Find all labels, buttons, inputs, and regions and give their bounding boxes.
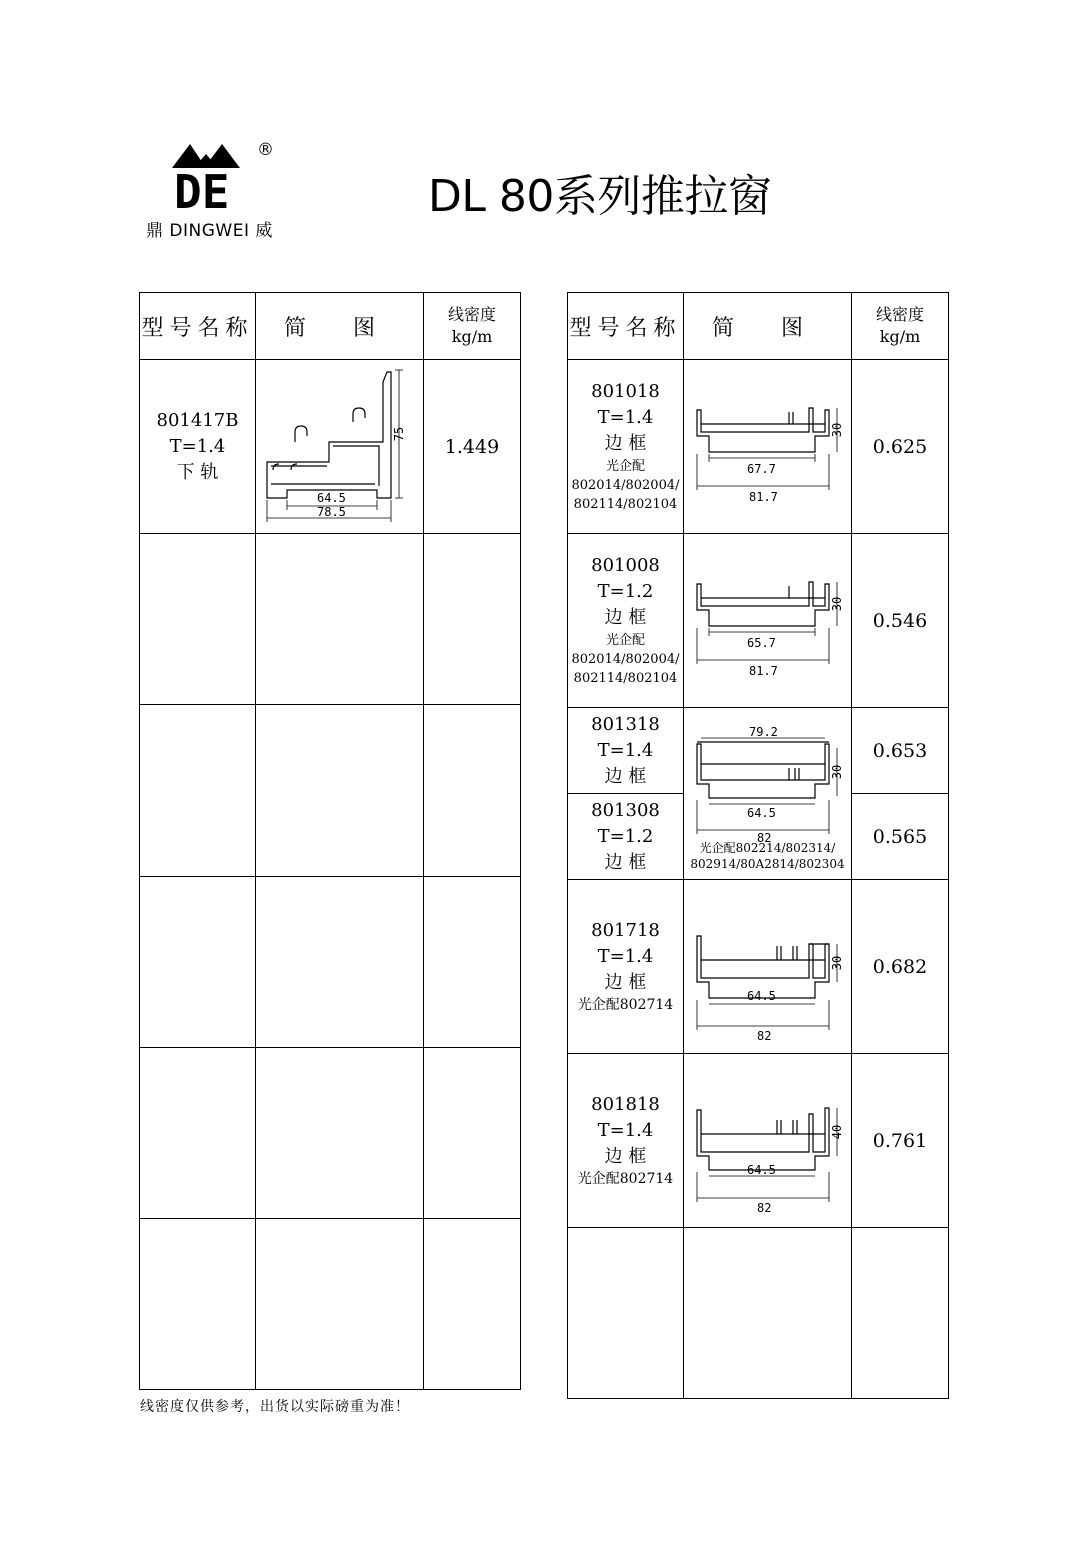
table-header-row [140, 293, 521, 360]
empty-row [140, 705, 521, 877]
dim-outer-width: 78.5 [316, 505, 346, 519]
header-density-unit: kg/m [879, 327, 921, 346]
thickness: T=1.2 [597, 581, 654, 602]
dim-inner-width: 64.5 [746, 1163, 776, 1177]
side-frame-profile-drawing [685, 880, 851, 1049]
header-density [424, 293, 521, 360]
model-number: 801417B [156, 409, 239, 431]
profile-drawing-cell [684, 708, 852, 880]
density-value: 0.565 [852, 794, 949, 880]
brand-name: 鼎 DINGWEI 威 [146, 221, 273, 241]
fit-list-2: 802114/802104 [573, 671, 678, 686]
empty-row [140, 877, 521, 1048]
header-density-label: 线密度 [875, 305, 924, 324]
model-number: 801718 [591, 920, 660, 941]
model-number: 801308 [591, 799, 660, 821]
header-model-name: 型号名称 [140, 293, 256, 360]
part-name: 边 框 [604, 433, 647, 454]
thickness: T=1.4 [597, 946, 654, 967]
dim-inner-width: 64.5 [746, 806, 776, 820]
header-model-name: 型号名称 [568, 293, 684, 360]
model-cell [140, 360, 256, 534]
thickness: T=1.4 [597, 407, 654, 428]
dingwei-logo-mark [170, 140, 252, 219]
profile-drawing-cell [684, 534, 852, 708]
part-name: 边 框 [604, 1146, 647, 1167]
dim-outer-width: 82 [756, 1201, 771, 1215]
page-title: DL 80系列推拉窗 [428, 171, 772, 222]
profile-drawing-cell [256, 360, 424, 534]
dim-height: 30 [829, 596, 844, 612]
dim-outer-width: 81.7 [748, 490, 778, 504]
thickness: T=1.4 [597, 1120, 654, 1141]
table-row [568, 534, 949, 708]
empty-row [140, 534, 521, 705]
dim-inner-width: 64.5 [746, 989, 776, 1003]
fit-list-1: 802014/802004/ [571, 652, 680, 667]
model-cell [568, 534, 684, 708]
side-frame-profile-drawing [685, 1054, 851, 1223]
model-cell [568, 1054, 684, 1228]
density-value: 0.682 [852, 880, 949, 1054]
dim-inner-width: 65.7 [746, 636, 776, 650]
table-row [568, 708, 949, 794]
side-frame-profile-drawing [685, 534, 851, 703]
profile-drawing-cell [684, 360, 852, 534]
dim-outer-width: 81.7 [748, 664, 778, 678]
profile-drawing-cell [684, 1054, 852, 1228]
table-row [568, 1054, 949, 1228]
density-value: 0.653 [852, 708, 949, 794]
dim-height: 30 [829, 764, 844, 780]
model-number: 801818 [591, 1094, 660, 1115]
model-number: 801018 [591, 381, 660, 402]
dim-height: 30 [829, 422, 844, 438]
part-name: 边 框 [604, 972, 647, 993]
side-frame-profile-drawing [685, 360, 851, 529]
part-name: 边 框 [604, 607, 647, 628]
density-value: 0.546 [852, 534, 949, 708]
registered-mark: ® [257, 140, 274, 160]
fit-list-2: 802114/802104 [573, 497, 678, 512]
side-frame-profile-drawing [685, 708, 851, 845]
dim-outer-width: 82 [756, 831, 771, 845]
fit-list-1: 光企配802214/802314/ [699, 841, 836, 855]
fit-info: 光企配802714 [577, 1171, 674, 1187]
model-cell [568, 794, 684, 880]
header-density [852, 293, 949, 360]
model-cell [568, 360, 684, 534]
density-value: 0.761 [852, 1054, 949, 1228]
table-row [568, 880, 949, 1054]
dim-top-width: 79.2 [748, 725, 778, 739]
header-picture: 简 图 [684, 293, 852, 360]
table-header-row [568, 293, 949, 360]
dim-height: 30 [829, 955, 844, 971]
empty-row [140, 1219, 521, 1390]
model-cell [568, 880, 684, 1054]
fit-label: 光企配 [605, 633, 645, 648]
thickness: T=1.4 [597, 739, 654, 761]
model-number: 801008 [591, 555, 660, 576]
part-name: 下 轨 [176, 461, 219, 483]
header-picture: 简 图 [256, 293, 424, 360]
right-profile-table [567, 292, 949, 1399]
dim-inner-width: 64.5 [316, 491, 346, 505]
empty-row [140, 1048, 521, 1219]
company-logo [140, 140, 285, 240]
dim-inner-width: 67.7 [746, 462, 776, 476]
dim-outer-width: 82 [756, 1029, 771, 1043]
fit-list-2: 802914/80A2814/802304 [690, 857, 845, 871]
footnote: 线密度仅供参考，出货以实际磅重为准！ [140, 1399, 410, 1415]
density-value: 1.449 [424, 360, 521, 534]
table-row [140, 360, 521, 534]
part-name: 边 框 [604, 851, 647, 873]
bottom-rail-profile-drawing [257, 360, 423, 529]
fit-list-1: 802014/802004/ [571, 478, 680, 493]
table-row [568, 360, 949, 534]
header-density-unit: kg/m [451, 327, 493, 346]
thickness: T=1.4 [169, 435, 226, 457]
fit-label: 光企配 [605, 459, 645, 474]
model-number: 801318 [591, 713, 660, 735]
model-cell [568, 708, 684, 794]
dim-height: 40 [829, 1124, 844, 1140]
dim-height: 75 [391, 426, 406, 442]
empty-row [568, 1228, 949, 1399]
fit-info: 光企配802714 [577, 997, 674, 1013]
thickness: T=1.2 [597, 825, 654, 847]
profile-drawing-cell [684, 880, 852, 1054]
left-profile-table [139, 292, 521, 1390]
header-density-label: 线密度 [447, 305, 496, 324]
density-value: 0.625 [852, 360, 949, 534]
part-name: 边 框 [604, 765, 647, 787]
logo-letters: DE [174, 165, 230, 219]
